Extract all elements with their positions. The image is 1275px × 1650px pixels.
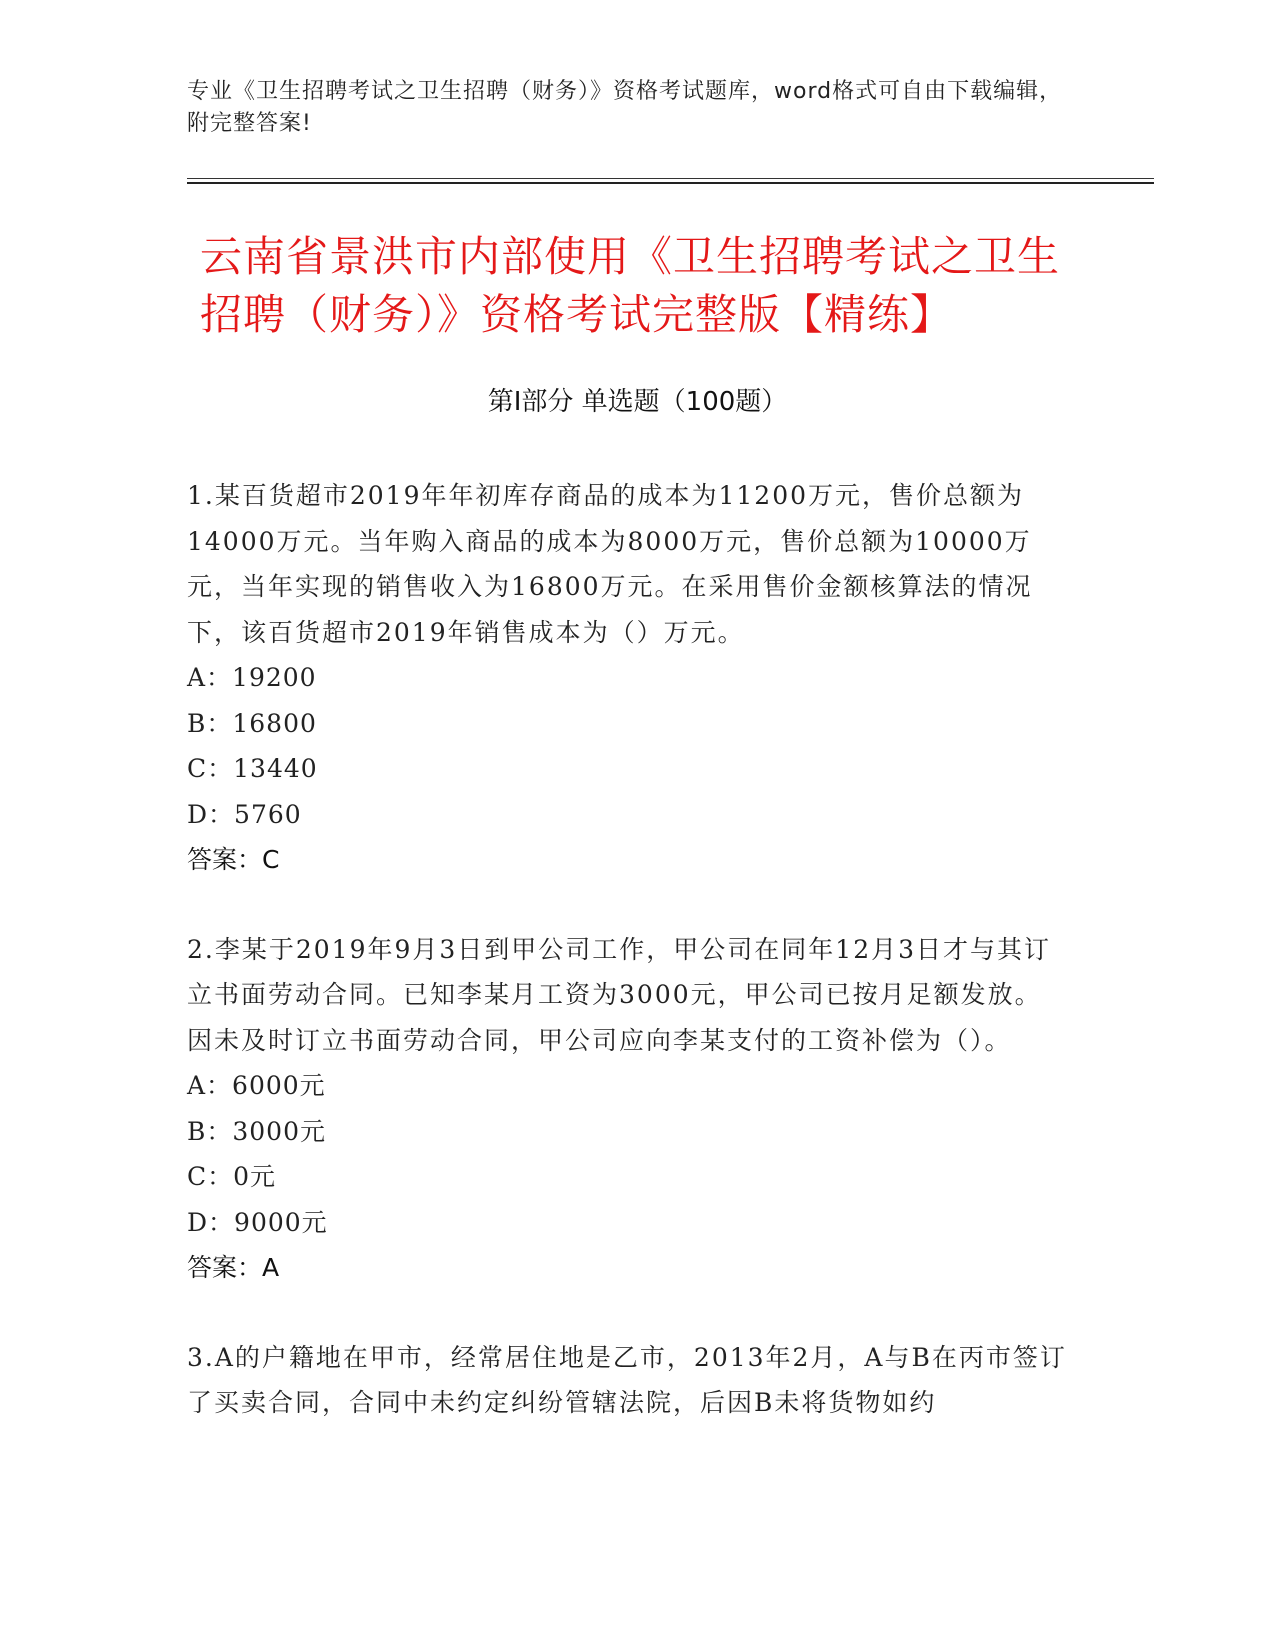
option-d: D：5760 <box>187 799 302 829</box>
question-list <box>187 473 1067 1470</box>
section-heading: 第Ⅰ部分 单选题（100题） <box>487 387 788 417</box>
option-c: C：13440 <box>187 754 318 783</box>
option-b: B：3000元 <box>187 1116 326 1146</box>
answer-line <box>187 1245 1067 1291</box>
option-c: C：0元 <box>187 1162 277 1191</box>
answer-line <box>187 837 1067 883</box>
question-3 <box>187 1335 1067 1426</box>
header-divider-thin <box>187 178 1154 179</box>
question-2 <box>187 927 1067 1291</box>
answer-label: 答案： <box>187 1253 263 1282</box>
document-title: 云南省景洪市内部使用《卫生招聘考试之卫生招聘（财务）》资格考试完整版【精练】 <box>200 232 1061 339</box>
answer-value: C <box>262 845 280 874</box>
option-a: A：19200 <box>187 663 317 692</box>
option-a: A：6000元 <box>187 1071 326 1100</box>
question-1 <box>187 473 1067 883</box>
option-d: D：9000元 <box>187 1207 328 1237</box>
header-divider-thick <box>187 182 1154 184</box>
question-stem: 3.A的户籍地在甲市，经常居住地是乙市，2013年2月，A与B在丙市签订了买卖合同，合同中未约定纠纷管辖法院，后因B未将货物如约 <box>187 1342 1067 1417</box>
question-stem: 1.某百货超市2019年年初库存商品的成本为11200万元，售价总额为14000万元。当年购入商品的成本为8000万元，售价总额为10000万元，当年实现的销售收入为16800万元。在采用售价金额核算法的情况下，该百货超市2019年销售成本为（）万元。 <box>187 481 1033 647</box>
answer-label: 答案： <box>187 845 263 874</box>
answer-value: A <box>262 1253 280 1282</box>
header-note: 专业《卫生招聘考试之卫生招聘（财务）》资格考试题库，word格式可自由下载编辑，附完整答案! <box>187 79 1063 136</box>
option-b: B：16800 <box>187 708 317 738</box>
question-stem: 2.李某于2019年9月3日到甲公司工作，甲公司在同年12月3日才与其订立书面劳动合同。已知李某月工资为3000元，甲公司已按月足额发放。因未及时订立书面劳动合同，甲公司应向李某支付的工资补偿为（）。 <box>187 934 1052 1055</box>
